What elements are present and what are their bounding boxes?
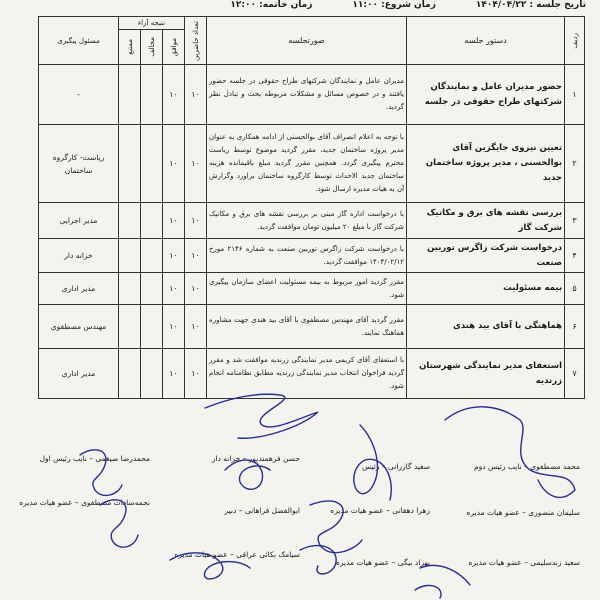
resolution-text: با درخواست شرکت زاگرس توربین صنعت به شماره ۲۱۴۶ مورخ ۱۴۰۴/۰۲/۱۲ موافقت گردید. — [207, 239, 407, 273]
agenda-item: بیمه مسئولیت — [407, 273, 565, 305]
col-abstain-header: ممتنع — [119, 30, 141, 65]
signature-label: سعید زندسلیمی – عضو هیات مدیره — [468, 558, 580, 567]
abstain-count — [119, 65, 141, 125]
disagree-count — [141, 273, 163, 305]
disagree-count — [141, 305, 163, 349]
responsible-person: مدیر اداری — [39, 349, 119, 399]
table-row — [39, 349, 585, 399]
agenda-item: حضور مدیران عامل و نمایندگان شرکتهای طراح حقوقی در جلسه — [407, 65, 565, 125]
responsible-person: خزانه دار — [39, 239, 119, 273]
agree-count: ۱۰ — [163, 125, 185, 203]
row-number: ۱ — [565, 65, 585, 125]
agree-count: ۱۰ — [163, 239, 185, 273]
resolutions-table — [38, 16, 585, 399]
signature-label: ابوالفضل فراهانی – دبیر — [224, 506, 300, 515]
agree-count: ۱۰ — [163, 273, 185, 305]
signature-label: بهزاد بیگی – عضو هیات مدیره — [335, 558, 430, 567]
abstain-count — [119, 305, 141, 349]
signature-label: سلیمان منصوری – عضو هیات مدیره — [466, 508, 580, 517]
signatures-section — [20, 450, 580, 600]
resolution-text: مقرر گردید امور مربوط به بیمه مسئولیت اعضای سازمان پیگیری شود. — [207, 273, 407, 305]
responsible-person: - — [39, 65, 119, 125]
abstain-count — [119, 273, 141, 305]
col-votes-header: نتیجه آراء — [119, 17, 185, 30]
attendees-count: ۱۰ — [185, 305, 207, 349]
agenda-item: بررسی نقشه های برق و مکانیک شرکت گاز — [407, 203, 565, 239]
agenda-item: هماهنگی با آقای بید هندی — [407, 305, 565, 349]
resolution-text: با درخواست اداره گاز مبنی بر بررسی نقشه های برق و مکانیک شرکت گاز با مبلغ ۲۰ میلیون تومان موافقت گردید. — [207, 203, 407, 239]
row-number: ۲ — [565, 125, 585, 203]
signature-label: سعید گازرانی – رئیس — [361, 462, 430, 471]
meeting-end-time: زمان خاتمه: ۱۲:۰۰ — [230, 0, 313, 10]
col-disagree-header: مخالف — [141, 30, 163, 65]
abstain-count — [119, 203, 141, 239]
row-number: ۴ — [565, 239, 585, 273]
meeting-start-time: زمان شروع: ۱۱:۰۰ — [352, 0, 436, 10]
row-number: ۷ — [565, 349, 585, 399]
row-number: ۳ — [565, 203, 585, 239]
responsible-person: ریاست- کارگروه ساختمان — [39, 125, 119, 203]
signature-label: زهرا دهقانی – عضو هیات مدیره — [330, 506, 430, 515]
signature-label: سیامک بکائی عراقی – عضو هیات مدیره — [174, 550, 300, 559]
table-row — [39, 305, 585, 349]
agree-count: ۱۰ — [163, 203, 185, 239]
signature-label: حسن فرهمندپور – خزانه دار — [211, 454, 300, 463]
disagree-count — [141, 125, 163, 203]
signature-label: محمدرضا صیغمی – نایب رئیس اول — [39, 454, 150, 463]
table-row — [39, 65, 585, 125]
responsible-person: مهندس مصطفوی — [39, 305, 119, 349]
col-resolution-header: صورتجلسه — [207, 17, 407, 65]
table-header-row — [39, 17, 585, 30]
responsible-person: مدیر اداری — [39, 273, 119, 305]
signature-scribble — [205, 394, 318, 438]
table-row — [39, 239, 585, 273]
disagree-count — [141, 203, 163, 239]
meeting-header — [14, 0, 586, 12]
col-attendees-header: تعداد حاضرین — [185, 17, 207, 65]
attendees-count: ۱۰ — [185, 65, 207, 125]
col-agree-header: موافق — [163, 30, 185, 65]
row-number: ۵ — [565, 273, 585, 305]
disagree-count — [141, 65, 163, 125]
resolution-text: مدیران عامل و نمایندگان شرکتهای طراح حقوقی در جلسه حضور یافتند و در خصوص مسائل و مشکلات مربوطه بحث و تبادل نظر گردید. — [207, 65, 407, 125]
table-row — [39, 203, 585, 239]
agree-count: ۱۰ — [163, 305, 185, 349]
responsible-person: مدیر اجرایی — [39, 203, 119, 239]
abstain-count — [119, 349, 141, 399]
meeting-date: تاریخ جلسه : ۱۴۰۴/۰۴/۲۲ — [475, 0, 586, 10]
disagree-count — [141, 349, 163, 399]
attendees-count: ۱۰ — [185, 349, 207, 399]
agenda-item: تعیین نیروی جایگزین آقای بوالحسنی ، مدیر پروژه ساختمان جدید — [407, 125, 565, 203]
disagree-count — [141, 239, 163, 273]
agenda-item: درخواست شرکت زاگرس توربین صنعت — [407, 239, 565, 273]
col-row-header: ردیف — [565, 17, 585, 65]
attendees-count: ۱۰ — [185, 273, 207, 305]
table-row — [39, 273, 585, 305]
resolution-text: مقرر گردید آقای مهندس مصطفوی با آقای بید هندی جهت مشاوره هماهنگ نمایند. — [207, 305, 407, 349]
signature-label: نجمه‌سادات مصطفوی – عضو هیات مدیره — [19, 498, 150, 507]
attendees-count: ۱۰ — [185, 125, 207, 203]
table-row — [39, 125, 585, 203]
agree-count: ۱۰ — [163, 65, 185, 125]
attendees-count: ۱۰ — [185, 203, 207, 239]
resolution-text: با استعفای آقای کریمی مدیر نمایندگی زرندیه موافقت شد و مقرر گردید فراخوان انتخاب مدیر نمایندگی زرندیه مطابق نظامنامه انجام شود. — [207, 349, 407, 399]
signature-label: محمد مصطفوی – نایب رئیس دوم — [474, 462, 580, 471]
resolution-text: با توجه به اعلام انصراف آقای بوالحسنی از ادامه همکاری به عنوان مدیر پروژه ساختمان جدید، مقرر گردید موضوع توسط ریاست محترم پیگیری گردد. همچنین مقرر گردید مبلغ باقیمانده هزینه ساختمان جدید الاحداث توسط کارگروه ساختمان براورد وگزارش آن به هیات مدیره ارسال شود. — [207, 125, 407, 203]
col-agenda-header: دستور جلسه — [407, 17, 565, 65]
col-responsible-header: مسئول پیگیری — [39, 17, 119, 65]
row-number: ۶ — [565, 305, 585, 349]
abstain-count — [119, 239, 141, 273]
abstain-count — [119, 125, 141, 203]
agenda-item: استعفای مدیر نمایندگی شهرستان زرندیه — [407, 349, 565, 399]
attendees-count: ۱۰ — [185, 239, 207, 273]
agree-count: ۱۰ — [163, 349, 185, 399]
